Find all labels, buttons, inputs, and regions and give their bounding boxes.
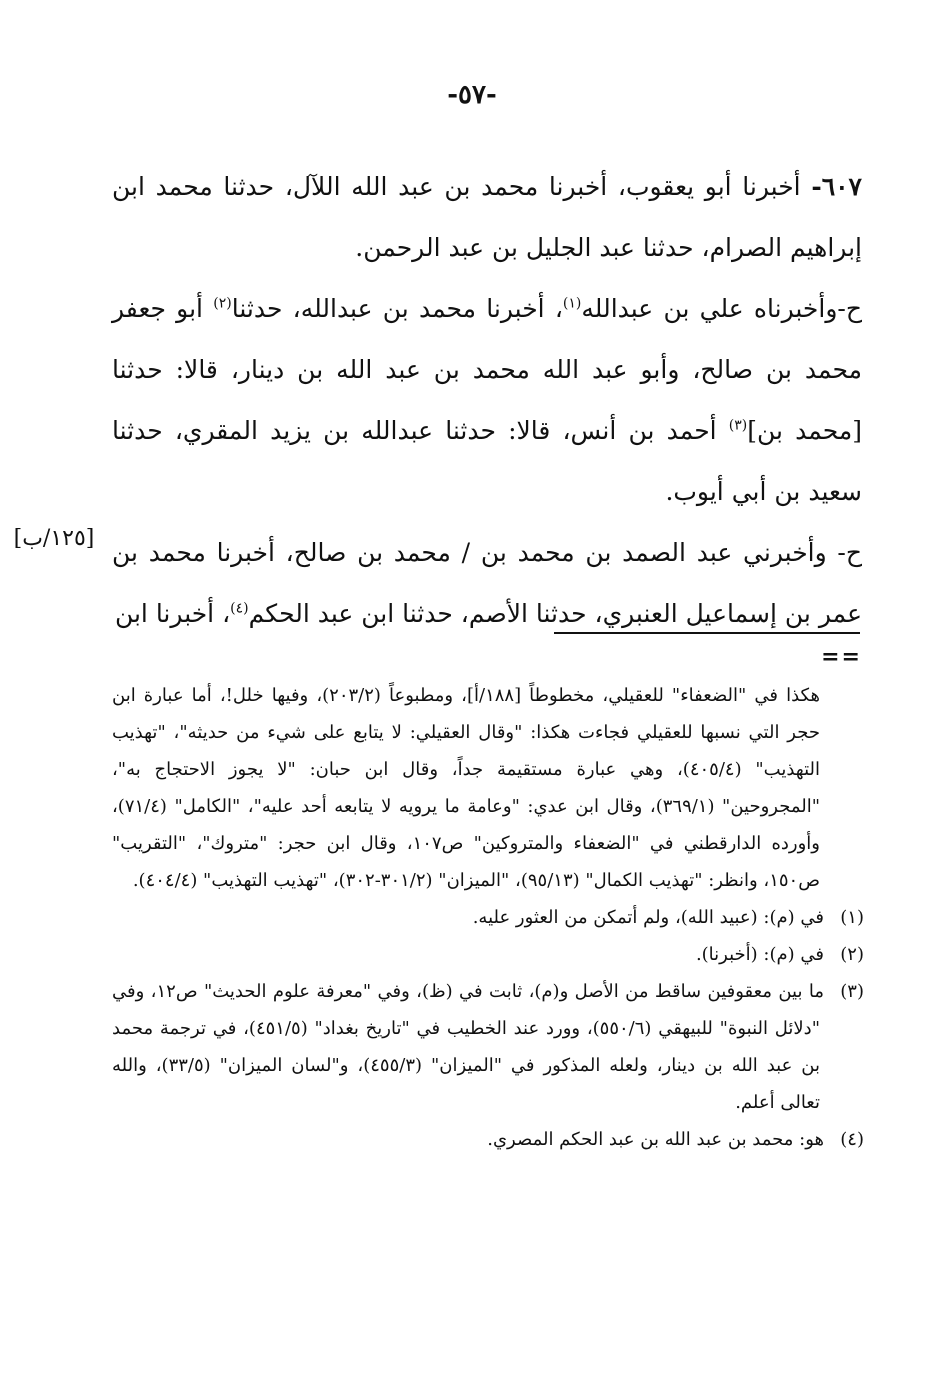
hadith-paragraph-1 bbox=[112, 156, 862, 278]
continuation-mark: == bbox=[821, 644, 862, 670]
paragraph-2-part-a: ح-وأخبرناه علي بن عبدالله bbox=[581, 294, 862, 323]
footnote-continuation: هكذا في "الضعفاء" للعقيلي، مخطوطاً [١٨٨/أ]، ومطبوعاً (٢٠٣/٢)، وفيها خلل!، أما عبارة ابن حجر التي نسبها للعقيلي فجاءت هكذا: "وقال العقيلي: لا يتابع على شيء من حديثه"، "تهذيب التهذيب" (٤٠٥/٤)، وهي عبارة مستقيمة جداً، وقال ابن حبان: "لا يجوز الاحتجاج به"، "المجروحين" (٣٦٩/١)، وقال ابن عدي: "وعامة ما يرويه لا يتابعه أحد عليه"، "الكامل" (٧١/٤)، وأورده الدارقطني في "الضعفاء والمتروكين" ص١٠٧، وقال ابن حجر: "متروك"، "التقريب" ص١٥٠، وانظر: "تهذيب الكمال" (٩٥/١٣)، "الميزان" (٣٠١/٢-٣٠٢)، "تهذيب التهذيب" (٤٠٤/٤). bbox=[112, 685, 820, 891]
footnote-number: (٢) bbox=[840, 944, 864, 965]
footnote-text: هو: محمد بن عبد الله بن عبد الحكم المصري. bbox=[487, 1129, 824, 1150]
footnote-text: في (م): (عبيد الله)، ولم أتمكن من العثور عليه. bbox=[472, 907, 824, 928]
footnote-ref-4: (٤) bbox=[230, 600, 249, 617]
hadith-text bbox=[112, 156, 862, 644]
footnote-1 bbox=[112, 899, 864, 936]
hadith-paragraph-3 bbox=[112, 522, 862, 644]
hadith-paragraph-1-text: أخبرنا أبو يعقوب، أخبرنا محمد بن عبد الله اللآل، حدثنا محمد ابن إبراهيم الصرام، حدثنا عبد الجليل بن عبد الرحمن. bbox=[112, 172, 862, 262]
paragraph-3-part-a: ح- وأخبرني عبد الصمد بن محمد بن / محمد بن صالح، أخبرنا محمد بن عمر بن إسماعيل العنبري، حدثنا الأصم، حدثنا ابن عبد الحكم bbox=[112, 538, 862, 628]
hadith-number: ٦٠٧- bbox=[811, 172, 862, 201]
page-number: -٥٧- bbox=[447, 80, 497, 110]
paragraph-3-part-b: ، أخبرنا ابن bbox=[114, 599, 231, 628]
footnote-number: (٤) bbox=[840, 1129, 864, 1150]
paragraph-2-part-d: أحمد بن أنس، قالا: حدثنا عبدالله بن يزيد المقري، حدثنا سعيد بن أبي أيوب. bbox=[112, 416, 862, 506]
footnote-text: ما بين معقوفين ساقط من الأصل و(م)، ثابت في (ظ)، وفي "معرفة علوم الحديث" ص١٢، وفي "دلائل النبوة" للبيهقي (٥٥٠/٦)، وورد عند الخطيب في "تاريخ بغداد" (٤٥١/٥)، في ترجمة محمد بن عبد الله بن دينار، ولعله المذكور في "الميزان" (٤٥٥/٣)، و"لسان الميزان" (٣٣/٥)، والله تعالى أعلم. bbox=[112, 981, 824, 1113]
footnote-number: (٣) bbox=[840, 981, 864, 1002]
footnote-3 bbox=[112, 973, 864, 1121]
footnotes bbox=[112, 677, 864, 1158]
footnote-ref-1: (١) bbox=[562, 295, 582, 312]
footnote-ref-2: (٢) bbox=[213, 295, 232, 312]
footnote-text: في (م): (أخبرنا). bbox=[695, 944, 824, 965]
footnote-4 bbox=[112, 1121, 864, 1158]
footnote-divider bbox=[554, 632, 860, 634]
paragraph-2-part-c: أبو جعفر محمد بن صالح، وأبو عبد الله محمد بن عبد الله بن دينار، قالا: حدثنا [محمد بن] bbox=[112, 294, 862, 445]
manuscript-folio-reference: [١٢٥/ب] bbox=[13, 526, 95, 551]
hadith-paragraph-2 bbox=[112, 278, 862, 522]
footnote-number: (١) bbox=[840, 907, 864, 928]
footnote-ref-3: (٣) bbox=[728, 417, 748, 434]
footnote-2 bbox=[112, 936, 864, 973]
paragraph-2-part-b: ، أخبرنا محمد بن عبدالله، حدثنا bbox=[231, 294, 563, 323]
